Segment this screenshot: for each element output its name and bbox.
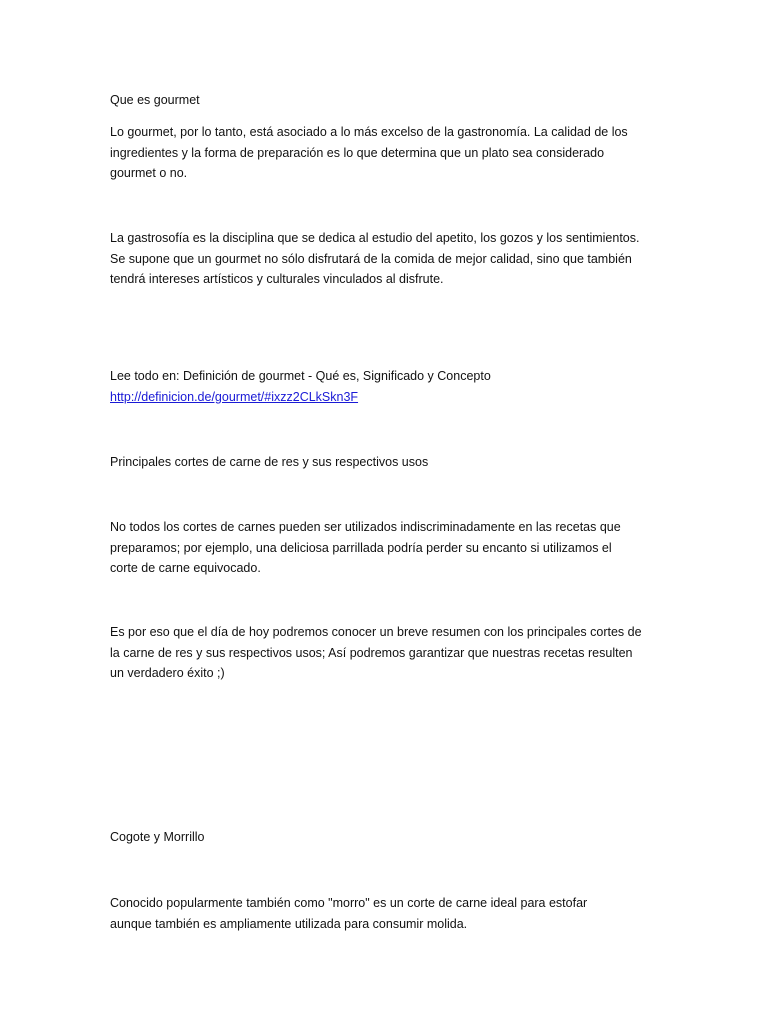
paragraph-gourmet xyxy=(110,122,670,184)
heading-line: Que es gourmet xyxy=(110,93,200,107)
paragraph-line: un verdadero éxito ;) xyxy=(110,666,225,680)
heading-line: Principales cortes de carne de res y sus respectivos usos xyxy=(110,455,429,469)
heading-que-es-gourmet xyxy=(110,90,670,111)
source-text: Lee todo en: Definición de gourmet - Qué es, Significado y Concepto xyxy=(110,369,491,383)
paragraph-line: Se supone que un gourmet no sólo disfrutará de la comida de mejor calidad, sino que también xyxy=(110,251,632,266)
paragraph-cortes-2 xyxy=(110,622,670,684)
source-citation xyxy=(110,366,670,407)
paragraph-line: No todos los cortes de carnes pueden ser utilizados indiscriminadamente en las recetas que xyxy=(110,520,621,534)
paragraph-line: aunque también es ampliamente utilizada para consumir molida. xyxy=(110,916,468,931)
paragraph-line: tendrá intereses artísticos y culturales vinculados al disfrute. xyxy=(110,272,444,286)
heading-line: Cogote y Morrillo xyxy=(110,830,205,844)
paragraph-cogote xyxy=(110,893,670,934)
paragraph-line: La gastrosofía es la disciplina que se dedica al estudio del apetito, los gozos y los sentimientos. xyxy=(110,231,640,245)
paragraph-line: Es por eso que el día de hoy podremos conocer un breve resumen con los principales cortes de xyxy=(110,625,642,639)
paragraph-line: Lo gourmet, por lo tanto, está asociado a lo más excelso de la gastronomía. La calidad de los xyxy=(110,125,628,139)
source-link[interactable]: http://definicion.de/gourmet/#ixzz2CLkSkn3F xyxy=(110,389,359,404)
paragraph-line: ingredientes y la forma de preparación es lo que determina que un plato sea considerado xyxy=(110,145,605,160)
paragraph-cortes-1 xyxy=(110,517,670,579)
paragraph-gastrosofia xyxy=(110,228,670,290)
paragraph-line: corte de carne equivocado. xyxy=(110,561,261,575)
paragraph-line: Conocido popularmente también como "morro" es un corte de carne ideal para estofar xyxy=(110,896,588,910)
paragraph-line: preparamos; por ejemplo, una deliciosa parrillada podría perder su encanto si utilizamos el xyxy=(110,540,612,555)
paragraph-line: la carne de res y sus respectivos usos; Así podremos garantizar que nuestras recetas resulten xyxy=(110,645,633,660)
heading-cogote-morrillo xyxy=(110,827,670,848)
paragraph-line: gourmet o no. xyxy=(110,166,188,180)
heading-principales-cortes xyxy=(110,452,670,473)
